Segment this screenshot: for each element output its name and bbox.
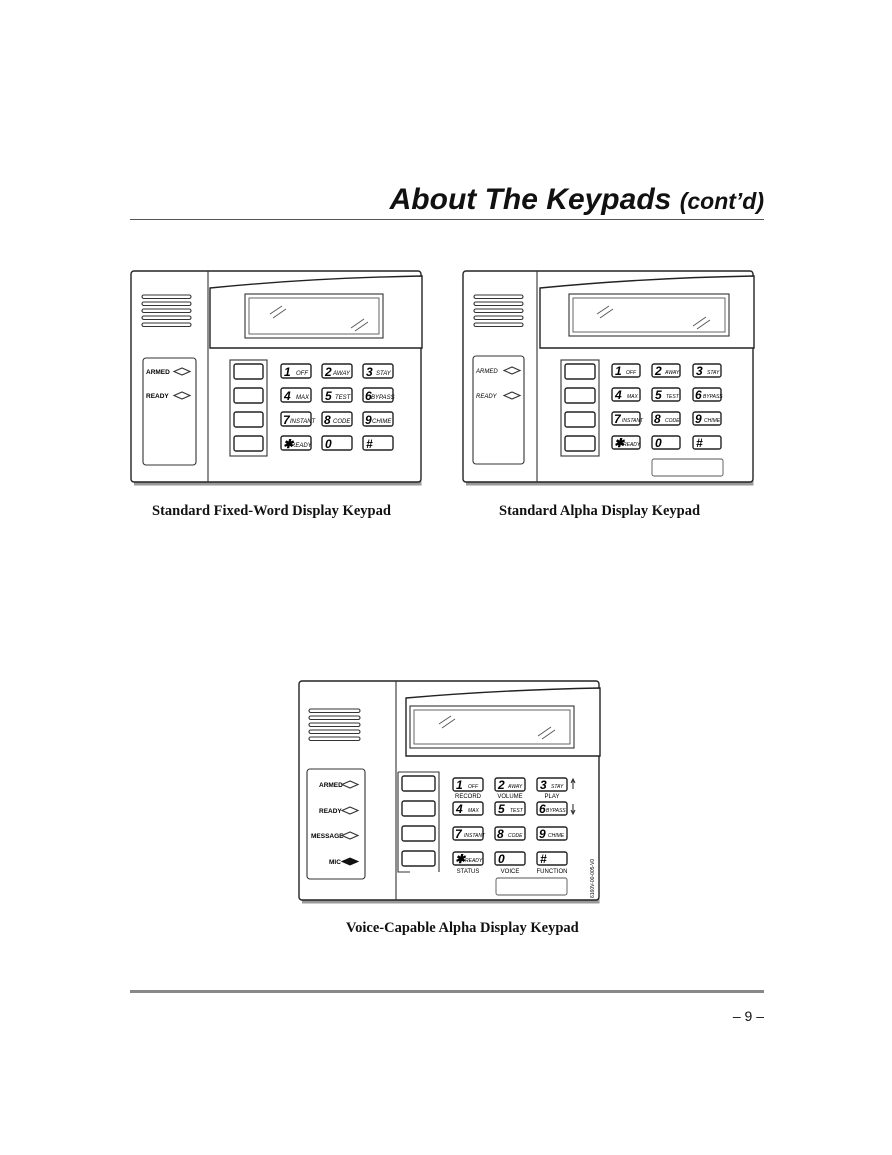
header-rule <box>130 219 764 220</box>
svg-text:1: 1 <box>284 365 291 379</box>
function-label: FUNCTION <box>536 869 568 875</box>
svg-text:CHIME: CHIME <box>372 419 392 425</box>
key-0[interactable] <box>652 436 680 450</box>
ready-led-label: READY <box>476 394 497 400</box>
svg-text:7: 7 <box>283 413 290 427</box>
ready-led-label: READY <box>319 808 342 815</box>
key-7[interactable] <box>281 412 317 427</box>
svg-text:3: 3 <box>366 365 373 379</box>
function-key-b[interactable] <box>234 388 263 403</box>
svg-text:CODE: CODE <box>665 418 680 424</box>
key-3[interactable] <box>363 364 393 379</box>
key-6[interactable] <box>693 388 723 402</box>
display-window <box>540 276 754 348</box>
function-key-d[interactable] <box>565 436 595 451</box>
key-star[interactable] <box>612 436 641 450</box>
svg-text:CODE: CODE <box>508 833 523 839</box>
key-8[interactable] <box>495 827 525 841</box>
svg-text:9: 9 <box>539 827 546 841</box>
svg-text:8: 8 <box>324 413 331 427</box>
svg-text:1: 1 <box>615 364 622 378</box>
svg-text:4: 4 <box>615 388 622 402</box>
key-hash[interactable] <box>537 852 567 866</box>
key-7[interactable] <box>453 827 486 841</box>
caption-voice: Voice-Capable Alpha Display Keypad <box>346 920 579 936</box>
svg-text:INSTANT: INSTANT <box>622 418 644 424</box>
page-number: – 9 – <box>732 1008 764 1024</box>
svg-text:#: # <box>540 852 547 866</box>
key-9[interactable] <box>693 412 721 426</box>
status-label: STATUS <box>456 869 480 875</box>
svg-text:STAY: STAY <box>551 784 564 790</box>
svg-text:#: # <box>696 436 703 450</box>
key-3[interactable] <box>537 778 567 792</box>
svg-text:BYPASS: BYPASS <box>546 808 566 814</box>
title-suffix: (cont’d) <box>679 188 764 214</box>
svg-text:BYPASS: BYPASS <box>703 394 723 400</box>
voice-label: VOICE <box>500 869 520 875</box>
key-3[interactable] <box>693 364 721 378</box>
svg-text:9: 9 <box>695 412 702 426</box>
key-0[interactable] <box>322 436 352 451</box>
svg-text:MAX: MAX <box>627 394 638 400</box>
svg-text:OFF: OFF <box>296 371 308 377</box>
function-key-b[interactable] <box>402 801 435 816</box>
key-5[interactable] <box>495 802 525 816</box>
play-label: PLAY <box>544 794 560 800</box>
title-main: About The Keypads <box>389 183 672 216</box>
svg-text:TEST: TEST <box>335 395 351 401</box>
display-window <box>406 688 600 756</box>
key-hash[interactable] <box>363 436 393 451</box>
svg-text:0: 0 <box>655 436 662 450</box>
alpha-keypad-illustration <box>462 268 757 486</box>
svg-text:3: 3 <box>696 364 703 378</box>
message-led-label: MESSAGE <box>311 833 344 840</box>
footer-rule <box>130 990 764 993</box>
svg-text:#: # <box>366 437 373 451</box>
svg-text:INSTANT: INSTANT <box>464 833 486 839</box>
svg-text:2: 2 <box>498 778 505 792</box>
key-1[interactable] <box>453 778 483 792</box>
fixed-word-keypad-illustration <box>130 268 425 486</box>
svg-text:7: 7 <box>455 827 462 841</box>
svg-text:5: 5 <box>655 388 662 402</box>
caption-alpha: Standard Alpha Display Keypad <box>499 503 701 519</box>
svg-text:STAY: STAY <box>707 370 720 376</box>
function-key-a[interactable] <box>234 364 263 379</box>
key-6[interactable] <box>537 802 567 816</box>
armed-led-label: ARMED <box>476 369 498 375</box>
svg-text:0: 0 <box>498 852 505 866</box>
ready-led-label: READY <box>146 393 169 400</box>
key-star[interactable] <box>281 436 313 451</box>
key-6[interactable] <box>363 388 395 403</box>
mic-led-label: MIC <box>329 859 341 866</box>
svg-text:4: 4 <box>456 802 463 816</box>
svg-text:MAX: MAX <box>296 395 310 401</box>
svg-text:6: 6 <box>365 389 372 403</box>
part-number-label: 6160V-00-005-V0 <box>590 858 596 898</box>
svg-text:4: 4 <box>284 389 291 403</box>
svg-text:MAX: MAX <box>468 808 479 814</box>
key-1[interactable] <box>281 364 311 379</box>
function-key-c[interactable] <box>402 826 435 841</box>
svg-text:STAY: STAY <box>376 371 391 377</box>
key-1[interactable] <box>612 364 640 378</box>
key-4[interactable] <box>281 388 311 403</box>
svg-text:✱: ✱ <box>283 437 294 451</box>
function-key-d[interactable] <box>234 436 263 451</box>
svg-text:8: 8 <box>654 412 661 426</box>
key-9[interactable] <box>363 412 393 427</box>
svg-text:READY: READY <box>291 443 312 449</box>
key-4[interactable] <box>612 388 640 402</box>
key-2[interactable] <box>322 364 352 379</box>
svg-text:✱: ✱ <box>455 852 466 866</box>
armed-led-label: ARMED <box>146 369 170 376</box>
key-hash[interactable] <box>693 436 721 450</box>
caption-fixed-word: Standard Fixed-Word Display Keypad <box>152 503 391 519</box>
function-key-d[interactable] <box>402 851 435 866</box>
svg-text:READY: READY <box>623 442 641 448</box>
key-8[interactable] <box>322 412 352 427</box>
record-label: RECORD <box>454 794 482 800</box>
key-7[interactable] <box>612 412 644 426</box>
svg-text:3: 3 <box>540 778 547 792</box>
svg-text:CHIME: CHIME <box>704 418 721 424</box>
svg-text:7: 7 <box>614 412 621 426</box>
key-9[interactable] <box>537 827 567 841</box>
key-4[interactable] <box>453 802 483 816</box>
svg-text:READY: READY <box>465 858 483 864</box>
svg-text:TEST: TEST <box>666 394 679 400</box>
svg-text:6: 6 <box>695 388 702 402</box>
page-title <box>390 183 764 217</box>
svg-text:✱: ✱ <box>614 436 625 450</box>
svg-text:OFF: OFF <box>626 370 636 376</box>
volume-label: VOLUME <box>497 794 523 800</box>
svg-text:0: 0 <box>325 437 332 451</box>
svg-text:5: 5 <box>498 802 505 816</box>
svg-text:2: 2 <box>325 365 332 379</box>
key-8[interactable] <box>652 412 680 426</box>
svg-text:OFF: OFF <box>468 784 478 790</box>
svg-text:AWAY: AWAY <box>333 371 351 377</box>
key-2[interactable] <box>652 364 680 378</box>
key-star[interactable] <box>453 852 483 866</box>
svg-text:BYPASS: BYPASS <box>371 395 395 401</box>
function-key-a[interactable] <box>402 776 435 791</box>
svg-text:2: 2 <box>655 364 662 378</box>
display-window <box>210 276 422 348</box>
svg-text:8: 8 <box>497 827 504 841</box>
svg-text:AWAY: AWAY <box>508 784 523 790</box>
svg-text:5: 5 <box>325 389 332 403</box>
function-key-a[interactable] <box>565 364 595 379</box>
svg-text:AWAY: AWAY <box>665 370 680 376</box>
key-2[interactable] <box>495 778 525 792</box>
key-5[interactable] <box>652 388 680 402</box>
armed-led-label: ARMED <box>319 782 343 789</box>
svg-text:6: 6 <box>539 802 546 816</box>
key-0[interactable] <box>495 852 525 866</box>
svg-text:1: 1 <box>456 778 463 792</box>
function-key-b[interactable] <box>565 388 595 403</box>
svg-text:INSTANT: INSTANT <box>290 419 316 425</box>
function-key-c[interactable] <box>565 412 595 427</box>
function-key-c[interactable] <box>234 412 263 427</box>
svg-text:9: 9 <box>365 413 372 427</box>
svg-text:TEST: TEST <box>510 808 523 814</box>
key-5[interactable] <box>322 388 352 403</box>
svg-text:CHIME: CHIME <box>548 833 565 839</box>
svg-text:CODE: CODE <box>333 419 351 425</box>
voice-keypad-illustration <box>298 678 603 904</box>
